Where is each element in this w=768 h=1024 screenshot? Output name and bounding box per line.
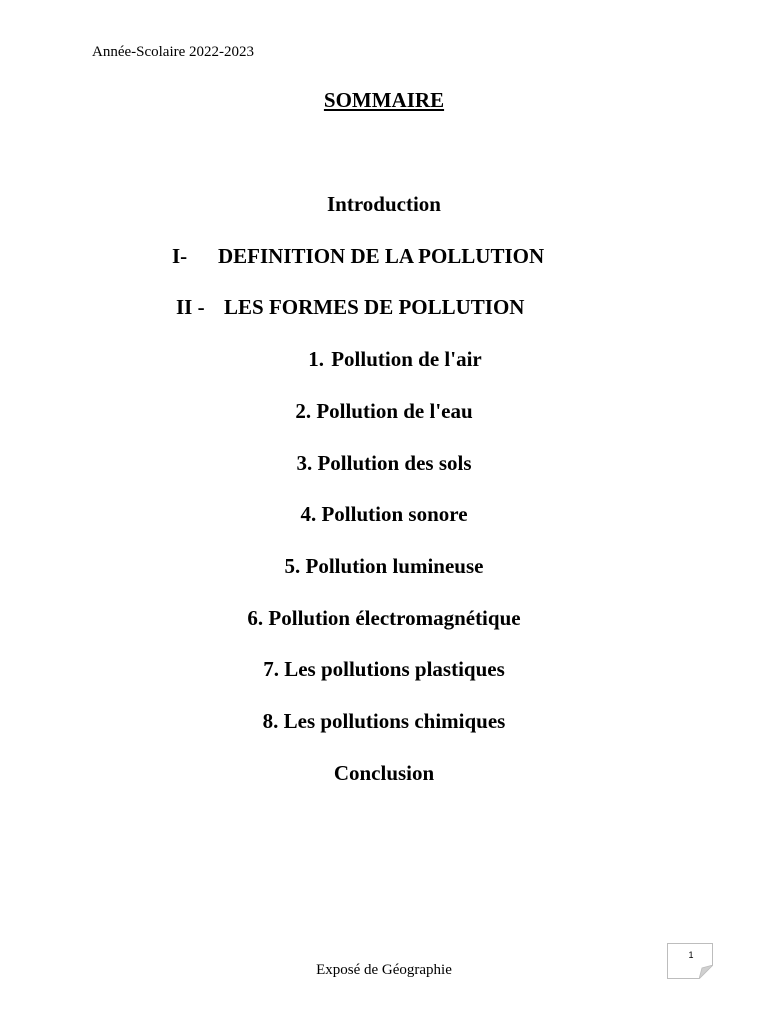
toc-item-number: 3. bbox=[296, 451, 313, 475]
toc-item-number: 7. bbox=[263, 657, 279, 681]
page-title: SOMMAIRE bbox=[323, 88, 445, 112]
toc-item-number: 4. bbox=[300, 502, 317, 526]
toc-conclusion: Conclusion bbox=[333, 761, 435, 785]
toc-section-1-numeral: I- bbox=[172, 244, 188, 268]
page-curl-icon bbox=[699, 965, 713, 979]
toc-item-label: Pollution de l'eau bbox=[316, 399, 473, 423]
toc-item-label: Les pollutions plastiques bbox=[284, 657, 505, 681]
toc-item-number: 1. bbox=[308, 347, 324, 371]
toc-item bbox=[0, 346, 768, 372]
toc-introduction: Introduction bbox=[327, 192, 441, 216]
page-footer: Exposé de Géographie bbox=[316, 962, 452, 978]
toc-item-label: Pollution des sols bbox=[317, 451, 472, 475]
toc-item-number: 6. bbox=[247, 606, 264, 630]
toc-item bbox=[0, 656, 768, 682]
toc-section-2-numeral: II - bbox=[176, 295, 205, 319]
toc-item bbox=[0, 398, 768, 424]
toc-item bbox=[0, 553, 768, 579]
toc-item-label: Pollution de l'air bbox=[331, 347, 482, 371]
toc-item-label: Pollution électromagnétique bbox=[268, 606, 521, 630]
toc-section-2-label: LES FORMES DE POLLUTION bbox=[224, 295, 525, 319]
toc-item bbox=[0, 450, 768, 476]
toc-section-1 bbox=[172, 243, 545, 269]
toc-item-label: Pollution sonore bbox=[321, 502, 468, 526]
toc-item bbox=[0, 708, 768, 734]
page-number-badge bbox=[667, 943, 713, 979]
toc-item bbox=[0, 501, 768, 527]
page-number: 1 bbox=[688, 950, 694, 960]
school-year-header: Année-Scolaire 2022-2023 bbox=[92, 44, 255, 60]
toc-item bbox=[0, 605, 768, 631]
toc-item-number: 2. bbox=[295, 399, 312, 423]
toc-item-number: 5. bbox=[284, 554, 301, 578]
toc-section-2 bbox=[176, 294, 525, 320]
toc-section-1-label: DEFINITION DE LA POLLUTION bbox=[218, 244, 545, 268]
toc-item-label: Pollution lumineuse bbox=[305, 554, 484, 578]
toc-item-number: 8. bbox=[262, 709, 279, 733]
toc-item-label: Les pollutions chimiques bbox=[283, 709, 506, 733]
